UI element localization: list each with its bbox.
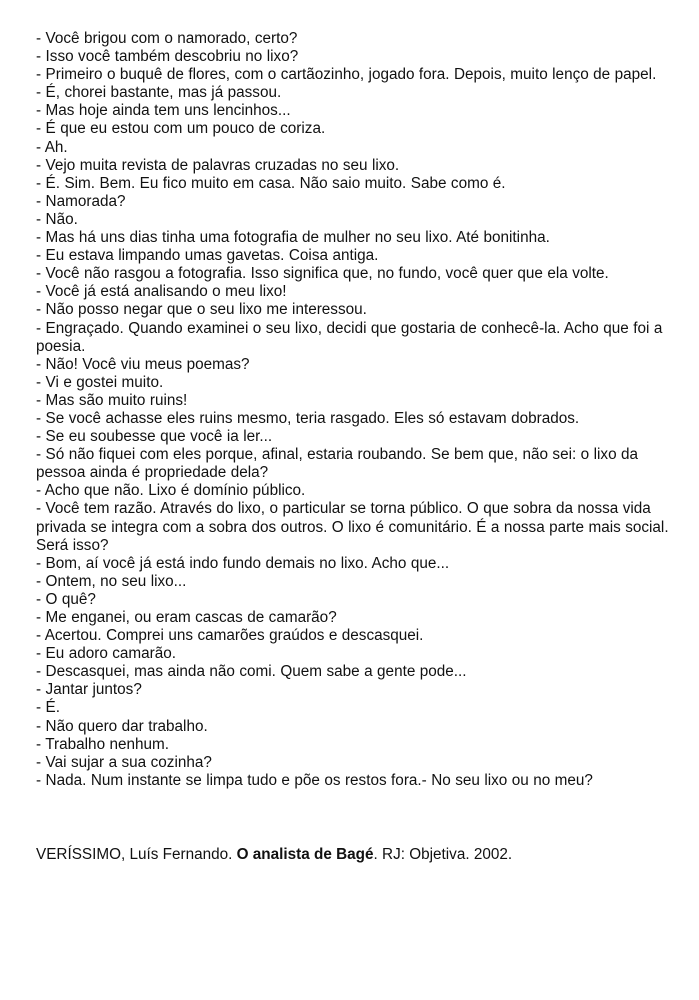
dialogue-line: - Mas são muito ruins!	[36, 391, 188, 409]
dialogue-line: - Você não rasgou a fotografia. Isso significa que, no fundo, você quer que ela volte.	[36, 265, 609, 283]
dialogue-line: - Trabalho nenhum.	[36, 735, 170, 753]
dialogue-line: - Não.	[36, 210, 78, 228]
dialogue-line: - Não! Você viu meus poemas?	[36, 355, 250, 373]
dialogue-line: - Isso você também descobriu no lixo?	[36, 48, 299, 66]
dialogue-line: - Jantar juntos?	[36, 681, 142, 699]
dialogue-line: - Acho que não. Lixo é domínio público.	[36, 482, 306, 500]
dialogue-line: - Você tem razão. Através do lixo, o particular se torna público. O que sobra da nossa vida privada se integra com a sobra dos outros. O lixo é comunitário. É a nossa parte mais social. Será isso?	[36, 500, 669, 554]
dialogue-text	[36, 30, 669, 790]
dialogue-line: - É que eu estou com um pouco de coriza.	[36, 120, 326, 138]
dialogue-line: - É.	[36, 699, 60, 717]
dialogue-line: - Não quero dar trabalho.	[36, 717, 208, 735]
dialogue-line: - Não posso negar que o seu lixo me interessou.	[36, 301, 367, 319]
dialogue-line: - Mas há uns dias tinha uma fotografia de mulher no seu lixo. Até bonitinha.	[36, 229, 550, 247]
dialogue-line: - Ontem, no seu lixo...	[36, 572, 187, 590]
dialogue-line: - Vejo muita revista de palavras cruzadas no seu lixo.	[36, 156, 400, 174]
dialogue-line: - É, chorei bastante, mas já passou.	[36, 84, 282, 102]
citation	[36, 846, 512, 864]
dialogue-line: - Vi e gostei muito.	[36, 373, 164, 391]
dialogue-line: - Nada. Num instante se limpa tudo e põe os restos fora.- No seu lixo ou no meu?	[36, 771, 593, 789]
citation-title: O analista de Bagé	[236, 846, 374, 863]
dialogue-line: - Só não fiquei com eles porque, afinal, estaria roubando. Se bem que, não sei: o lixo da pessoa ainda é propriedade dela?	[36, 446, 639, 482]
dialogue-line: - Bom, aí você já está indo fundo demais no lixo. Acho que...	[36, 554, 450, 572]
dialogue-line: - Primeiro o buquê de flores, com o cartãozinho, jogado fora. Depois, muito lenço de papel.	[36, 66, 657, 84]
dialogue-line: - Me enganei, ou eram cascas de camarão?	[36, 609, 337, 626]
dialogue-line: - Vai sujar a sua cozinha?	[36, 753, 212, 771]
dialogue-line: - Descasquei, mas ainda não comi. Quem sabe a gente pode...	[36, 663, 467, 681]
citation-publication: . RJ: Objetiva. 2002.	[373, 846, 513, 863]
dialogue-line: - Mas hoje ainda tem uns lencinhos...	[36, 102, 291, 120]
dialogue-line: - Se você achasse eles ruins mesmo, teria rasgado. Eles só estavam dobrados.	[36, 409, 580, 427]
dialogue-line: - Eu estava limpando umas gavetas. Coisa antiga.	[36, 247, 379, 265]
dialogue-line: - Namorada?	[36, 192, 126, 210]
dialogue-line: - Se eu soubesse que você ia ler...	[36, 428, 273, 446]
dialogue-line: - Você brigou com o namorado, certo?	[36, 30, 298, 47]
dialogue-line: - Engraçado. Quando examinei o seu lixo, decidi que gostaria de conhecê-la. Acho que foi a poesia.	[36, 319, 663, 355]
dialogue-line: - É. Sim. Bem. Eu fico muito em casa. Não saio muito. Sabe como é.	[36, 174, 506, 192]
dialogue-line: - Ah.	[36, 138, 68, 156]
dialogue-line: - Você já está analisando o meu lixo!	[36, 283, 287, 301]
citation-author: VERÍSSIMO, Luís Fernando.	[36, 846, 237, 863]
dialogue-line: - Eu adoro camarão.	[36, 645, 177, 663]
dialogue-line: - O quê?	[36, 590, 96, 608]
dialogue-line: - Acertou. Comprei uns camarões graúdos e descasquei.	[36, 627, 424, 645]
